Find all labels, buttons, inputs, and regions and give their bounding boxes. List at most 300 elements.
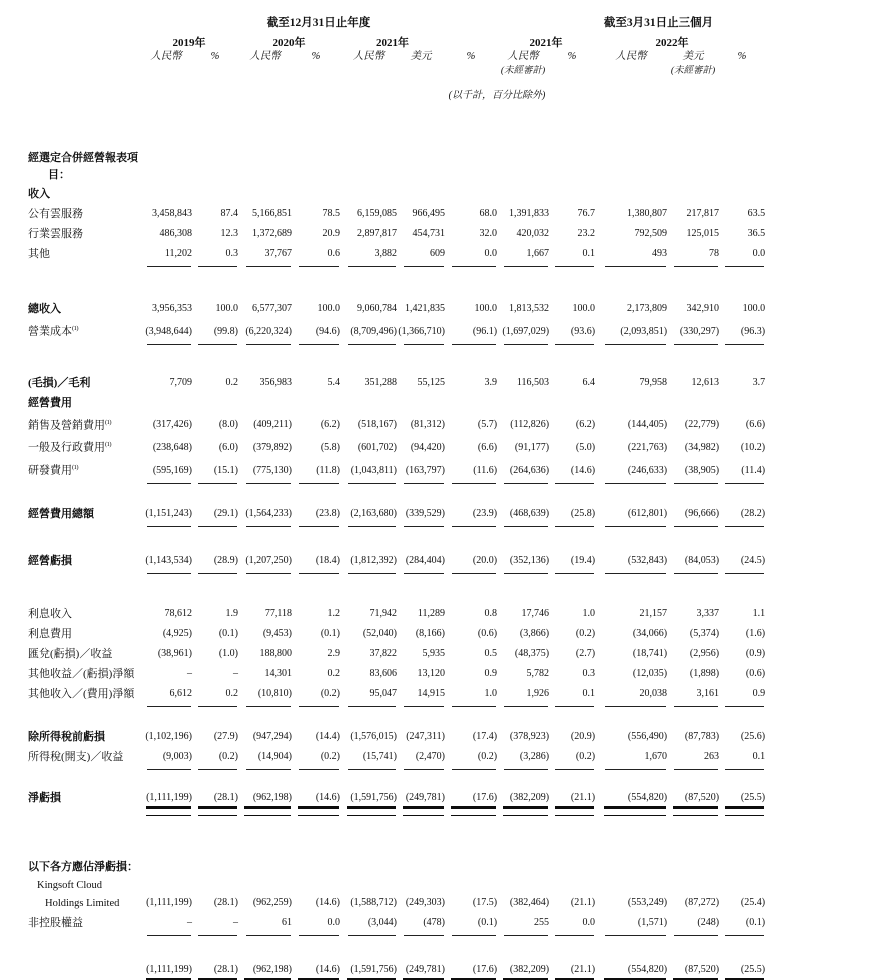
row-label: 利息收入: [28, 607, 72, 620]
row-label: 公有雲服務: [28, 208, 83, 220]
value-cell: [140, 184, 192, 204]
table-row: [28, 244, 765, 269]
value-cell: (238,648): [152, 441, 192, 453]
value-cell: (28.2): [719, 504, 765, 529]
value-cell: –: [192, 913, 238, 938]
value-cell: 6.4: [582, 376, 596, 388]
value-cell: (4,925): [162, 627, 192, 639]
value-cell: 100.0: [742, 303, 766, 314]
value-cell: 125,015: [686, 228, 720, 239]
spacer-cell: [28, 486, 765, 504]
value-cell: [595, 184, 667, 204]
row-label: 銷售及營銷費用$^{(1)}$: [28, 418, 112, 432]
value-cell: (94,420): [410, 441, 445, 453]
value-cell: 100.0: [474, 303, 498, 314]
value-cell: (1,564,233): [238, 504, 292, 529]
period-header-row: [28, 10, 765, 30]
value-cell: [292, 184, 340, 204]
value-cell: (48,375): [514, 647, 550, 659]
footnote-marker: (1): [105, 418, 112, 426]
value-cell: 1.0: [582, 607, 596, 619]
value-cell: 1,391,833: [509, 208, 550, 219]
value-cell: (601,702): [357, 441, 397, 453]
value-cell: –: [187, 667, 192, 679]
value-cell: (1,143,534): [140, 551, 192, 576]
value-cell: 17,746: [521, 607, 550, 619]
value-cell: [497, 184, 549, 204]
value-cell: (1,111,199): [140, 960, 192, 980]
value-cell: (99.8): [192, 319, 238, 347]
value-cell: (962,198): [238, 960, 292, 980]
value-cell: [667, 857, 719, 877]
value-cell: (6.6): [477, 441, 498, 453]
value-cell: 3,956,353: [152, 303, 192, 314]
row-label: 其他: [28, 248, 50, 260]
value-cell: (17.5): [472, 896, 498, 908]
value-cell: [497, 393, 549, 413]
value-cell: (2,163,680): [340, 504, 397, 529]
value-cell: (382,209): [497, 788, 549, 817]
table-body: [28, 106, 765, 980]
value-cell: 255: [497, 913, 549, 938]
value-cell: (1,207,250): [238, 551, 292, 576]
spacer-cell: [28, 709, 765, 727]
value-cell: 11,202: [140, 244, 192, 269]
header-spacer-cell: [28, 10, 140, 30]
footnote-marker: (1): [72, 325, 79, 332]
value-cell: (29.1): [192, 504, 238, 529]
value-cell: 14,915: [397, 684, 445, 709]
value-cell: (1.0): [218, 647, 238, 659]
value-cell: (0.9): [745, 647, 766, 659]
value-cell: 1,667: [497, 244, 549, 269]
value-cell: 3.7: [752, 376, 766, 388]
value-cell: [140, 150, 192, 184]
value-cell: 217,817: [686, 208, 720, 219]
value-cell: [497, 857, 549, 877]
value-cell: (3,866): [519, 627, 550, 639]
currency-header: 美元: [410, 51, 432, 62]
value-cell: (478): [397, 913, 445, 938]
value-cell: (247,311): [406, 730, 445, 742]
value-cell: (20.0): [445, 551, 497, 576]
spacer-row: [28, 709, 765, 727]
value-cell: (17.6): [445, 960, 497, 980]
value-cell: 12.3: [220, 228, 238, 239]
value-cell: (22,779): [684, 419, 720, 431]
value-cell: 1,670: [595, 747, 667, 772]
value-cell: [445, 857, 497, 877]
value-cell: (28.9): [192, 551, 238, 576]
value-cell: 3,161: [667, 684, 719, 709]
value-cell: 1,421,835: [405, 303, 445, 314]
spacer-row: [28, 347, 765, 373]
row-label: 經營費用: [28, 396, 72, 409]
row-label: Kingsoft Cloud Holdings Limited: [37, 879, 120, 909]
table-row: [28, 393, 765, 413]
value-cell: (6.6): [745, 419, 766, 431]
value-cell: 6,577,307: [252, 303, 292, 314]
value-cell: (2,470): [397, 747, 445, 772]
percent-header: %: [737, 51, 747, 62]
value-cell: (775,130): [238, 458, 292, 486]
value-cell: (962,259): [252, 896, 292, 908]
value-cell: [397, 150, 445, 184]
units-note: (以千計，百分比除外): [448, 90, 546, 101]
value-cell: 63.5: [747, 208, 766, 219]
value-cell: [140, 857, 192, 877]
value-cell: (25.5): [719, 788, 765, 817]
value-cell: (532,843): [595, 551, 667, 576]
value-cell: [192, 393, 238, 413]
spacer-row: [28, 106, 765, 150]
year-header-2020: 2020年: [272, 37, 306, 49]
value-cell: (947,294): [252, 730, 292, 742]
value-cell: (14.6): [549, 458, 595, 486]
value-cell: 966,495: [412, 208, 445, 219]
value-cell: 0.5: [484, 647, 498, 659]
table-row: [28, 504, 765, 529]
units-note-row: [28, 86, 765, 106]
year-header-q1-2021: 2021年: [529, 37, 563, 49]
currency-header: 人民幣: [615, 51, 647, 62]
value-cell: (38,961): [157, 647, 192, 659]
value-cell: (249,781): [397, 960, 445, 980]
value-cell: 37,767: [238, 244, 292, 269]
table-row: [28, 150, 765, 184]
value-cell: (87,520): [667, 960, 719, 980]
currency-header-row: [28, 50, 765, 86]
value-cell: 0.2: [225, 376, 238, 388]
value-cell: [238, 150, 292, 184]
value-cell: [595, 393, 667, 413]
value-cell: (1,102,196): [145, 730, 192, 742]
spacer-cell: [28, 529, 765, 551]
value-cell: [397, 184, 445, 204]
value-cell: (556,490): [627, 730, 668, 742]
value-cell: (3,948,644): [140, 319, 192, 347]
value-cell: 0.0: [292, 913, 340, 938]
value-cell: 0.0: [549, 913, 595, 938]
value-cell: (246,633): [595, 458, 667, 486]
value-cell: 3.9: [484, 376, 498, 388]
value-cell: (2,093,851): [595, 319, 667, 347]
table-row: [28, 319, 765, 347]
value-cell: 263: [667, 747, 719, 772]
row-label: 其他收益／(虧損)淨額: [28, 667, 135, 680]
financial-table: [28, 10, 765, 980]
value-cell: (0.2): [445, 747, 497, 772]
row-label: 經營費用總額: [28, 507, 94, 520]
value-cell: 83,606: [369, 667, 397, 679]
value-cell: 95,047: [340, 684, 397, 709]
value-cell: [445, 150, 497, 184]
value-cell: 5,782: [526, 667, 550, 679]
value-cell: (94.6): [292, 319, 340, 347]
value-cell: (284,404): [397, 551, 445, 576]
value-cell: (612,801): [595, 504, 667, 529]
value-cell: (15.1): [192, 458, 238, 486]
value-cell: 55,125: [417, 376, 445, 388]
row-label: 其他收入／(費用)淨額: [28, 687, 135, 700]
value-cell: 0.9: [719, 684, 765, 709]
year-header-row: [28, 30, 765, 50]
value-cell: (5.8): [320, 441, 340, 453]
value-cell: (25.4): [740, 896, 766, 908]
row-label: 非控股權益: [28, 916, 83, 929]
value-cell: [719, 857, 765, 877]
value-cell: (0.2): [292, 684, 340, 709]
value-cell: 609: [397, 244, 445, 269]
value-cell: 420,032: [516, 228, 550, 239]
currency-header-unaudited: 人民幣 (未經審計): [500, 51, 546, 76]
value-cell: 2,173,809: [627, 303, 668, 314]
value-cell: 792,509: [634, 228, 668, 239]
value-cell: (144,405): [627, 419, 668, 431]
value-cell: 100.0: [215, 303, 238, 314]
value-cell: (91,177): [514, 441, 550, 453]
value-cell: [549, 857, 595, 877]
value-cell: (23.9): [445, 504, 497, 529]
value-cell: 486,308: [159, 228, 192, 239]
row-label: 除所得稅前虧損: [28, 730, 105, 743]
value-cell: (163,797): [397, 458, 445, 486]
value-cell: (14.6): [292, 788, 340, 817]
value-cell: (93.6): [549, 319, 595, 347]
value-cell: 6,159,085: [357, 208, 397, 219]
year-header-q1-2022: 2022年: [655, 37, 689, 49]
annual-period-header: 截至12月31日止年度: [266, 17, 371, 29]
value-cell: [497, 150, 549, 184]
value-cell: 21,157: [639, 607, 668, 619]
table-row: [28, 877, 765, 913]
value-cell: [667, 393, 719, 413]
footnote-marker: (1): [105, 441, 112, 449]
table-row: [28, 727, 765, 747]
value-cell: (1,366,710): [397, 319, 445, 347]
value-cell: (11.6): [445, 458, 497, 486]
value-cell: (81,312): [410, 419, 445, 431]
table-row: [28, 604, 765, 624]
value-cell: (1,043,811): [340, 458, 397, 486]
value-cell: 0.3: [582, 667, 596, 679]
value-cell: (2,956): [689, 647, 720, 659]
value-cell: 6,612: [140, 684, 192, 709]
value-cell: (14.4): [315, 730, 340, 742]
value-cell: (1,151,243): [140, 504, 192, 529]
row-label: (毛損)／毛利: [28, 376, 91, 389]
value-cell: 5,166,851: [252, 208, 292, 219]
value-cell: (11.4): [719, 458, 765, 486]
table-row: [28, 644, 765, 664]
value-cell: (249,303): [405, 896, 445, 908]
value-cell: 12,613: [691, 376, 720, 388]
value-cell: (409,211): [253, 419, 292, 431]
value-cell: [667, 150, 719, 184]
value-cell: [292, 393, 340, 413]
value-cell: 23.2: [577, 228, 596, 239]
table-row: [28, 664, 765, 684]
value-cell: (0.6): [745, 667, 766, 679]
value-cell: 78: [667, 244, 719, 269]
spacer-row: [28, 576, 765, 604]
row-label: 經營虧損: [28, 554, 72, 567]
value-cell: (14.6): [292, 960, 340, 980]
row-label: 匯兌(虧損)／收益: [28, 647, 113, 660]
row-label: 營業成本$^{(1)}$: [28, 325, 79, 338]
value-cell: 78.5: [322, 208, 340, 219]
value-cell: (87,272): [684, 896, 720, 908]
value-cell: 2.9: [327, 647, 340, 659]
value-cell: (21.1): [570, 896, 596, 908]
percent-header: %: [466, 51, 476, 62]
value-cell: (3,044): [340, 913, 397, 938]
value-cell: 0.1: [549, 244, 595, 269]
value-cell: (87,520): [667, 788, 719, 817]
table-row: [28, 684, 765, 709]
value-cell: (0.1): [218, 627, 238, 639]
value-cell: [340, 184, 397, 204]
value-cell: (1,588,712): [350, 896, 397, 908]
value-cell: (382,209): [497, 960, 549, 980]
value-cell: 7,709: [169, 376, 192, 388]
value-cell: 0.2: [327, 667, 340, 679]
value-cell: (1,111,199): [140, 788, 192, 817]
value-cell: (1,898): [689, 667, 720, 679]
value-cell: (0.2): [192, 747, 238, 772]
value-cell: (1,111,199): [146, 896, 192, 908]
value-cell: 14,301: [264, 667, 292, 679]
spacer-row: [28, 486, 765, 504]
value-cell: (27.9): [213, 730, 238, 742]
value-cell: 0.8: [484, 607, 498, 619]
value-cell: 1,926: [497, 684, 549, 709]
value-cell: [595, 150, 667, 184]
value-cell: (21.1): [549, 788, 595, 817]
spacer-row: [28, 817, 765, 857]
table-row: [28, 960, 765, 980]
value-cell: (0.2): [549, 747, 595, 772]
row-label: 所得稅(開支)／收益: [28, 750, 124, 763]
value-cell: 356,983: [259, 376, 292, 388]
quarter-period-header: 截至3月31日止三個月: [603, 17, 714, 29]
table-row: [28, 458, 765, 486]
value-cell: (378,923): [509, 730, 550, 742]
value-cell: 100.0: [317, 303, 340, 314]
spacer-cell: [28, 938, 765, 960]
value-cell: (264,636): [497, 458, 549, 486]
value-cell: 3,337: [696, 607, 720, 619]
value-cell: (19.4): [549, 551, 595, 576]
value-cell: 61: [238, 913, 292, 938]
value-cell: 32.0: [479, 228, 498, 239]
value-cell: (518,167): [357, 419, 397, 431]
value-cell: (379,892): [252, 441, 292, 453]
table-row: [28, 747, 765, 772]
value-cell: (18,741): [632, 647, 668, 659]
value-cell: [667, 184, 719, 204]
value-cell: 9,060,784: [357, 303, 397, 314]
value-cell: 13,120: [417, 667, 445, 679]
value-cell: (23.8): [292, 504, 340, 529]
year-header-2019: 2019年: [172, 37, 206, 49]
value-cell: (25.8): [549, 504, 595, 529]
value-cell: [292, 857, 340, 877]
value-cell: (14,904): [238, 747, 292, 772]
value-cell: (221,763): [627, 441, 668, 453]
value-cell: 1,380,807: [627, 208, 668, 219]
value-cell: [595, 857, 667, 877]
value-cell: (554,820): [595, 788, 667, 817]
value-cell: 3,458,843: [152, 208, 192, 219]
footnote-marker: (1): [72, 463, 79, 471]
row-label: 以下各方應佔淨虧損：: [28, 860, 138, 873]
value-cell: 1.2: [327, 607, 340, 619]
value-cell: [445, 184, 497, 204]
value-cell: (595,169): [140, 458, 192, 486]
value-cell: (317,426): [152, 419, 192, 431]
value-cell: [340, 393, 397, 413]
value-cell: (9,003): [140, 747, 192, 772]
value-cell: (38,905): [667, 458, 719, 486]
value-cell: (5.7): [477, 419, 498, 431]
value-cell: (1,571): [595, 913, 667, 938]
spacer-row: [28, 772, 765, 788]
table-row: [28, 913, 765, 938]
value-cell: [549, 393, 595, 413]
value-cell: 78,612: [164, 607, 192, 619]
value-cell: (0.6): [477, 627, 498, 639]
value-cell: (24.5): [719, 551, 765, 576]
value-cell: (330,297): [667, 319, 719, 347]
value-cell: 79,958: [639, 376, 668, 388]
value-cell: (382,464): [509, 896, 550, 908]
row-label: 淨虧損: [28, 791, 61, 804]
spacer-cell: [28, 106, 765, 150]
value-cell: (25.5): [719, 960, 765, 980]
value-cell: 0.2: [192, 684, 238, 709]
value-cell: (5,374): [689, 627, 720, 639]
value-cell: 2,897,817: [357, 228, 397, 239]
value-cell: (28.1): [192, 960, 238, 980]
value-cell: (468,639): [497, 504, 549, 529]
table-row: [28, 551, 765, 576]
value-cell: (248): [667, 913, 719, 938]
value-cell: 100.0: [572, 303, 596, 314]
row-label: 行業雲服務: [28, 228, 83, 240]
value-cell: (0.1): [320, 627, 340, 639]
value-cell: 77,118: [264, 607, 292, 619]
table-row: [28, 184, 765, 204]
value-cell: [238, 857, 292, 877]
value-cell: (6.2): [575, 419, 596, 431]
value-cell: (14.6): [315, 896, 340, 908]
value-cell: (17.6): [445, 788, 497, 817]
value-cell: [719, 150, 765, 184]
value-cell: [549, 150, 595, 184]
value-cell: 3,882: [340, 244, 397, 269]
value-cell: [292, 150, 340, 184]
value-cell: 36.5: [747, 228, 766, 239]
value-cell: 1.0: [445, 684, 497, 709]
value-cell: (96.3): [719, 319, 765, 347]
table-row: [28, 788, 765, 817]
value-cell: (8,709,496): [340, 319, 397, 347]
value-cell: 20.9: [322, 228, 340, 239]
row-label: 經選定合併經營報表項目：: [28, 152, 138, 181]
value-cell: (87,783): [684, 730, 720, 742]
value-cell: 11,289: [417, 607, 445, 619]
